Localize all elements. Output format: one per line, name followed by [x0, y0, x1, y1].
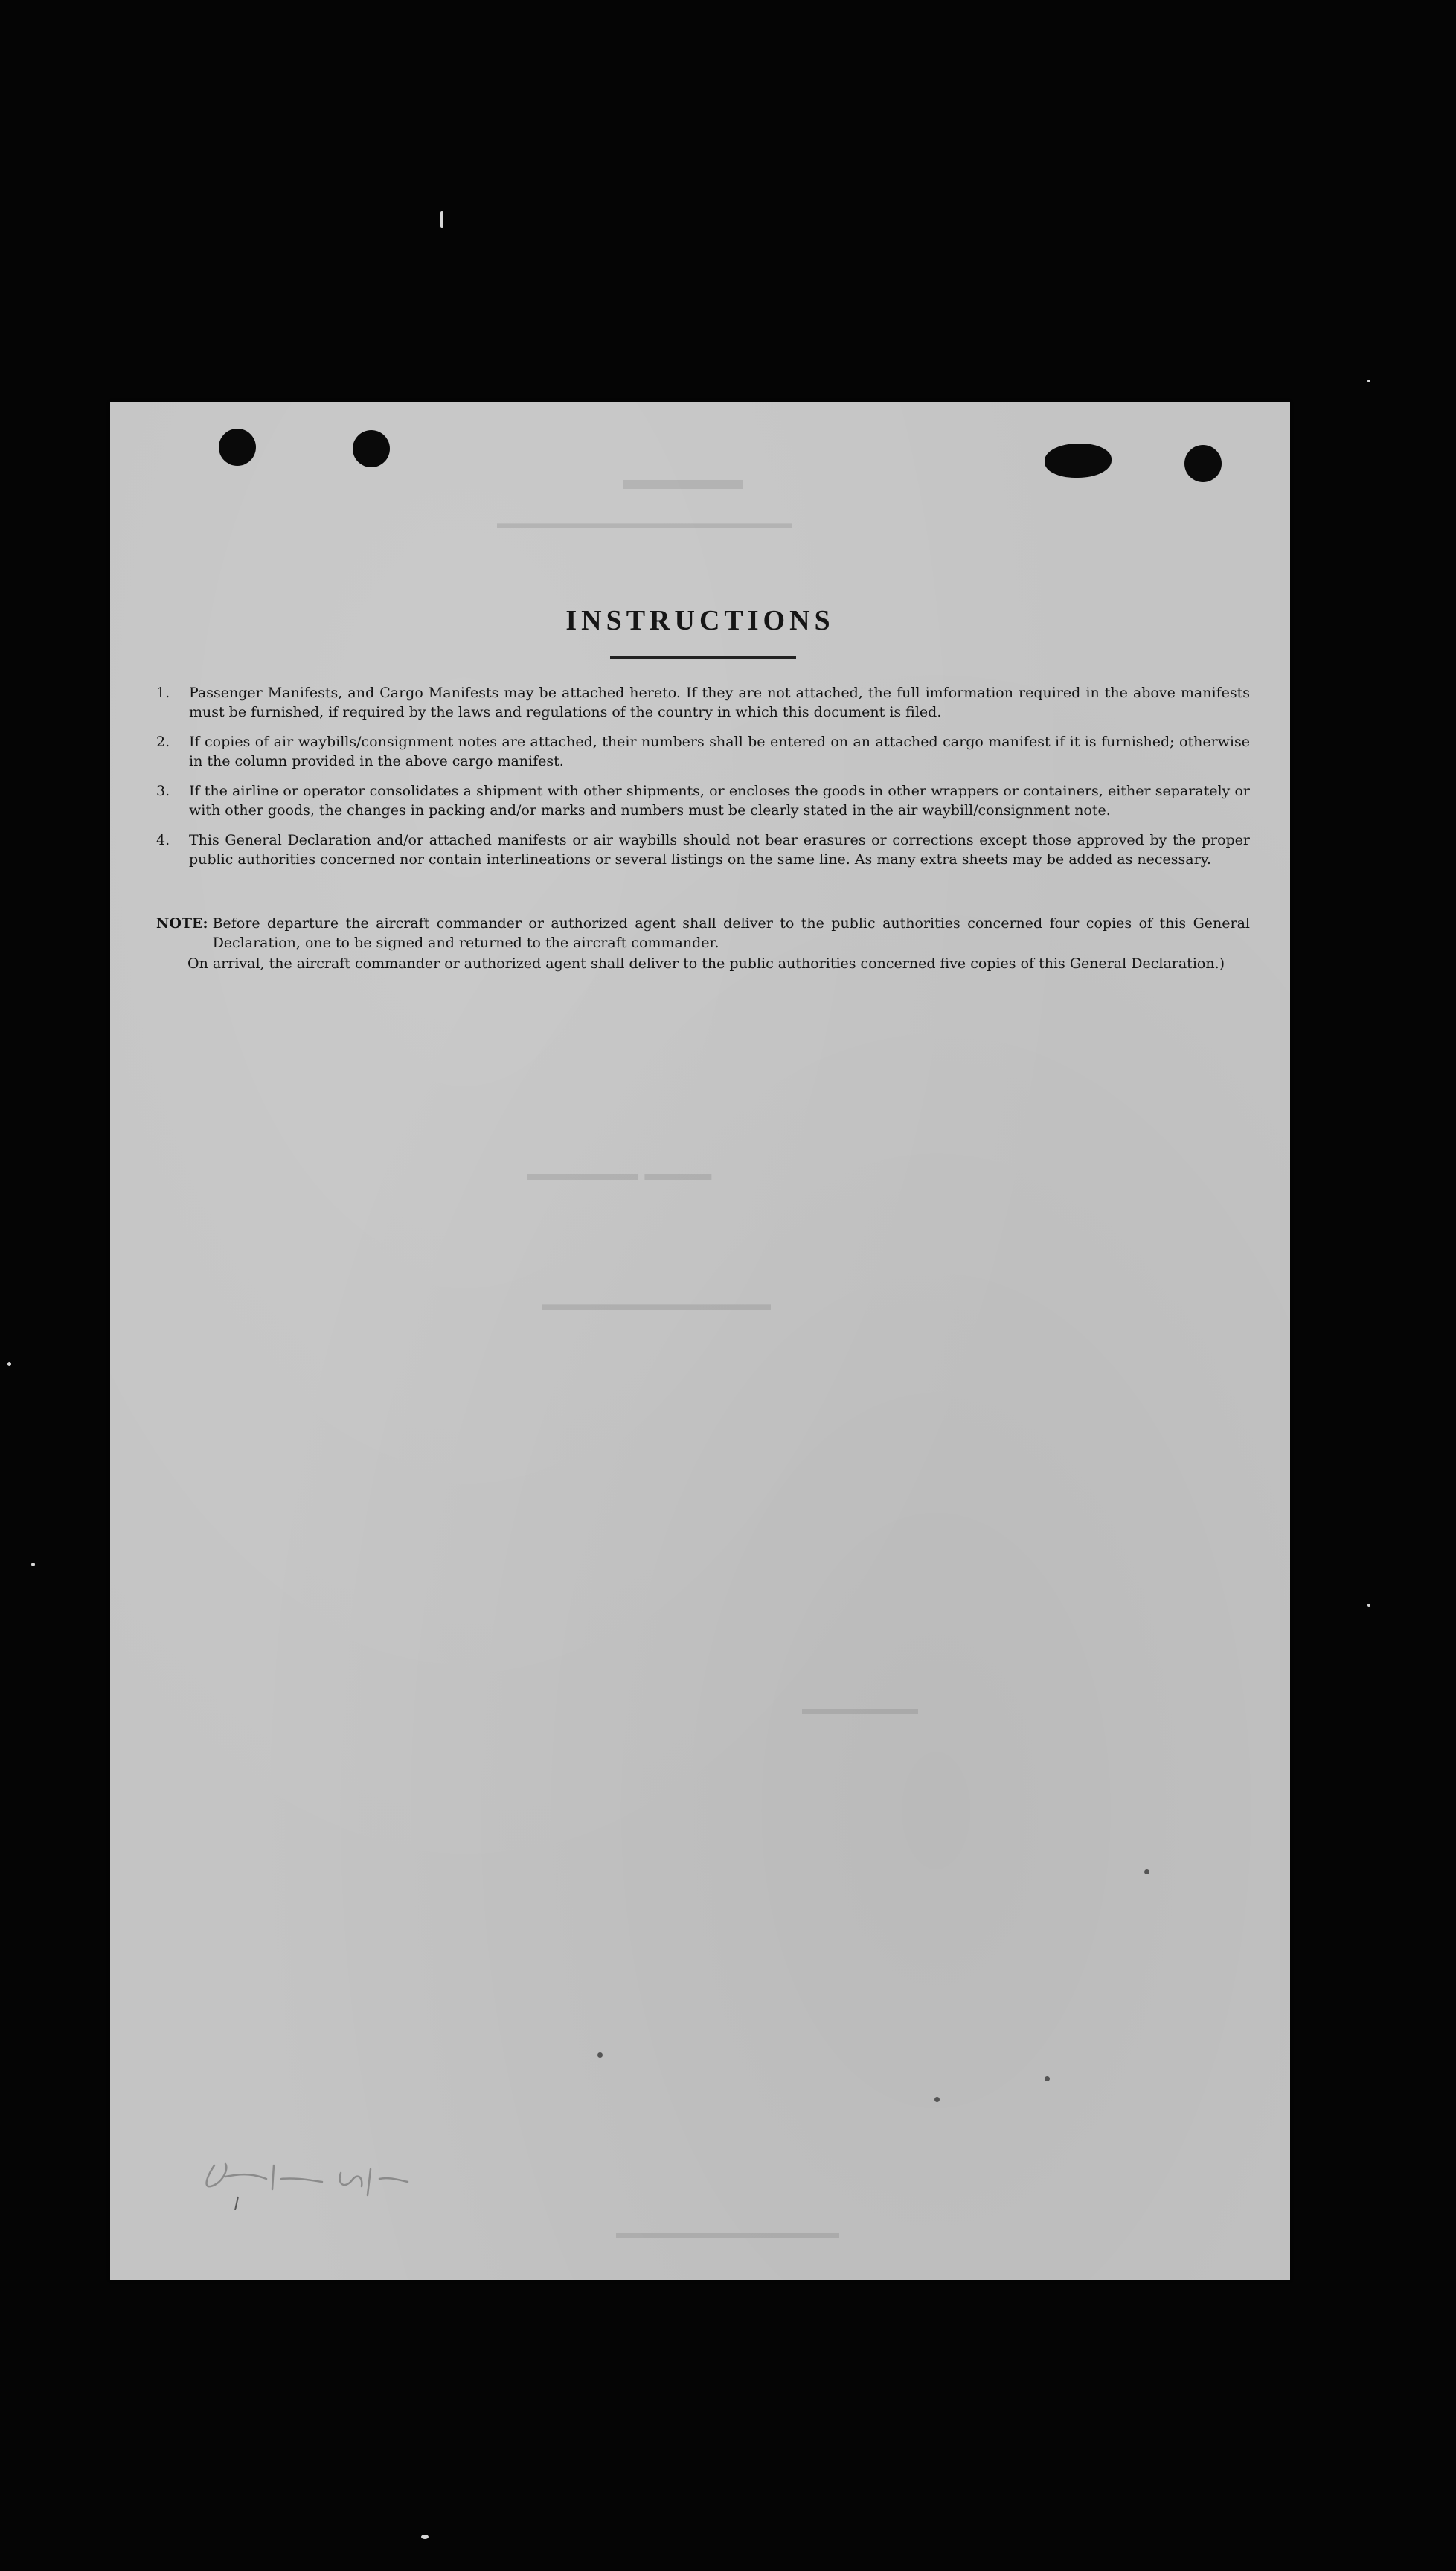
- note-arrival-text: On arrival, the aircraft commander or authorized agent shall deliver to the public authorities concerned five copies of this General Declaration.): [187, 955, 1225, 972]
- bleed-through-mark: ▬▬▬▬▬▬▬▬▬▬▬▬▬▬▬: [616, 2225, 839, 2241]
- bleed-through-mark: ▬▬▬▬▬▬▬▬▬▬▬▬▬▬: [542, 1295, 771, 1313]
- title-underline: [610, 656, 796, 659]
- item-text: If the airline or operator consolidates a shipment with other shipments, or encloses the goods in other wrappers or containers, either separately or with other goods, the changes in packing and/or marks and numbers must be clearly stated in the air waybill/consignment note.: [189, 783, 1250, 819]
- item-number: 1.: [156, 685, 170, 701]
- bleed-through-mark: ▬▬▬▬: [623, 463, 743, 496]
- stray-mark: [1045, 2076, 1050, 2081]
- item-number: 4.: [156, 832, 170, 848]
- punch-hole: [219, 429, 256, 466]
- list-item: [156, 732, 1250, 771]
- list-item: [156, 781, 1250, 820]
- bleed-through-mark: ▬▬▬▬▬▬▬▬▬▬▬▬▬▬▬▬▬▬: [497, 513, 792, 532]
- background-speck: [31, 1563, 35, 1566]
- background-speck: [7, 1362, 11, 1366]
- stray-mark: [1144, 1869, 1149, 1874]
- punch-hole: [1184, 445, 1222, 482]
- bleed-through-mark: ▬▬▬▬▬▬: [802, 1697, 918, 1719]
- background-speck: [440, 211, 443, 228]
- background-speck: [1367, 1604, 1370, 1607]
- note-text: Before departure the aircraft commander or authorized agent shall deliver to the public authorities concerned four copies of this General Declaration, one to be signed and returned to the aircraft commander.: [212, 915, 1250, 951]
- item-number: 3.: [156, 783, 170, 799]
- list-item: [156, 683, 1250, 722]
- item-text: If copies of air waybills/consignment notes are attached, their numbers shall be entered on an attached cargo manifest if it is furnished; otherwise in the column provided in the above cargo manifest.: [189, 734, 1250, 769]
- background-speck: [421, 2535, 429, 2539]
- item-text: This General Declaration and/or attached manifests or air waybills should not bear erasures or corrections except those approved by the proper public authorities concerned nor contain interlineations or several listings on the same line. As many extra sheets may be added as necessary.: [189, 832, 1250, 868]
- instructions-list: [156, 683, 1250, 880]
- note-label: NOTE:: [156, 915, 208, 932]
- stray-mark: [597, 2052, 603, 2058]
- punch-hole: [353, 430, 390, 467]
- item-text: Passenger Manifests, and Cargo Manifests may be attached hereto. If they are not attached, the full imformation required in the above manifests must be furnished, if required by the laws and regulations of the country in which this document is filed.: [189, 685, 1250, 720]
- bleed-through-mark: ▬▬▬▬▬ ▬▬▬: [527, 1161, 712, 1185]
- background-speck: [1367, 380, 1370, 382]
- stray-mark: [934, 2097, 940, 2102]
- document-page: [110, 402, 1290, 2280]
- punch-hole: [1045, 444, 1112, 478]
- handwritten-signature: [185, 2143, 452, 2210]
- list-item: [156, 830, 1250, 869]
- note-block: [156, 914, 1250, 973]
- page-title: INSTRUCTIONS: [565, 605, 835, 636]
- item-number: 2.: [156, 734, 170, 750]
